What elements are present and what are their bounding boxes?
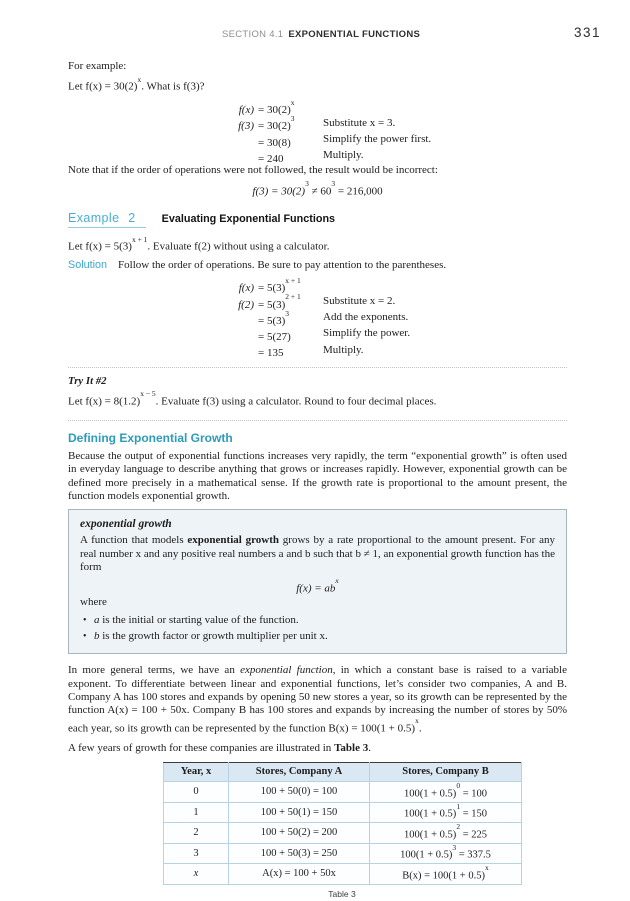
equation-row: = 135 Multiply.	[258, 343, 364, 360]
table-header-row	[164, 763, 522, 782]
equation-row: = 5(27) Simplify the power.	[258, 327, 411, 343]
exponent: 2	[456, 822, 461, 832]
exponent: 1	[456, 801, 461, 811]
table-row	[164, 782, 522, 803]
table-cell-company-b: $100(1 + 0.5)^0 = 100$	[370, 782, 522, 803]
equation-row: = 240 Multiply.	[258, 149, 364, 165]
solution-text: Follow the order of operations. Be sure to pay attention to the parentheses.	[118, 259, 447, 272]
exponent: 3	[452, 842, 457, 852]
column-header-year: Year, x	[164, 763, 229, 782]
column-header-company-b: Stores, Company B	[370, 763, 522, 782]
equation-annotation: Substitute x = 3.	[323, 116, 396, 129]
table-cell-year: x	[164, 864, 229, 885]
example-label: Example 2	[68, 211, 146, 228]
solution-line	[68, 259, 567, 272]
running-header	[222, 29, 420, 40]
table-row	[164, 843, 522, 864]
definition-bullets	[80, 613, 555, 644]
exponent: 3	[285, 308, 290, 318]
bullet-b: • b is the growth factor or growth multiplier per unit x.	[80, 629, 555, 645]
order-of-operations-note: Note that if the order of operations were not followed, the result would be incorrect:	[68, 164, 438, 177]
try-it-text: Let $f(x) = 8(1.2)^{x - 5}$. Evaluate f(3) using a calculator. Round to four decimal places.	[68, 389, 437, 408]
exponent: 2 + 1	[285, 292, 301, 302]
exponent: x + 1	[131, 234, 148, 244]
table-row	[164, 823, 522, 844]
bullet-a: • a is the initial or starting value of the function.	[80, 613, 555, 629]
equation-annotation: Multiply.	[323, 343, 364, 356]
table-row	[164, 864, 522, 885]
try-it-2-section	[68, 367, 567, 421]
section-title: EXPONENTIAL FUNCTIONS	[288, 29, 421, 40]
table-cell-company-a: 100 + 50(2) = 200	[229, 823, 370, 844]
table-cell-company-a: 100 + 50(1) = 150	[229, 802, 370, 823]
page-number: 331	[573, 25, 601, 40]
equation-annotation: Simplify the power first.	[323, 132, 432, 145]
page-content	[68, 60, 567, 901]
column-header-company-a: Stores, Company A	[229, 763, 370, 782]
equation-annotation: Multiply.	[323, 149, 364, 162]
table-3	[163, 762, 522, 885]
general-terms-paragraph: In more general terms, we have an exponential function, in which a constant base is raised to a variable exponent. To differentiate between linear and exponential functions, let’s consider two companies, A and B. Company A has 100 stores and expands by opening 50 new stores a year, so its growth can be represented by the function A(x) = 100 + 50x. Company B has 100 stores and expands by increasing the number of stores by 50% each year, so its growth can be represented by the function $B(x) = 100(1 + 0.5)^x$.	[68, 664, 567, 735]
table-reference: Table 3	[334, 741, 369, 754]
exponent: x − 5	[140, 389, 156, 399]
equation-row: $f(x) = 5(3)^{x + 1}$	[238, 276, 301, 295]
equation-annotation: Substitute x = 2.	[323, 294, 396, 307]
table-cell-company-b: $100(1 + 0.5)^1 = 150$	[370, 802, 522, 823]
table-cell-year: 2	[164, 823, 229, 844]
table-cell-company-b: $100(1 + 0.5)^2 = 225$	[370, 823, 522, 844]
defining-exponential-growth-heading: Defining Exponential Growth	[68, 430, 233, 445]
incorrect-result-equation: $f(3) = 30(2)^3 \ne 60^3 = 216,000$	[252, 179, 383, 198]
table-cell-company-a: A(x) = 100 + 50x	[229, 864, 370, 885]
table-cell-year: 0	[164, 782, 229, 803]
equation-row: $f(x) = 30(2)^x$	[238, 97, 295, 117]
exponent: x + 1	[285, 276, 301, 286]
growth-formula: $f(x) = ab^x$	[296, 576, 339, 595]
equation-block-1	[68, 98, 567, 163]
try-it-label: Try It #2	[68, 374, 107, 387]
table-caption: Table 3	[328, 888, 356, 899]
exponent: x	[335, 576, 339, 586]
exponent: 3	[331, 179, 336, 189]
exponent: x	[484, 863, 489, 873]
equation-row: $f(2) = 5(3)^{2 + 1}$ Substitute x = 2.	[238, 292, 396, 311]
intro-problem-line: Let $f(x) = 30(2)^x$. What is f(3)?	[68, 74, 205, 94]
where-label: where	[80, 596, 107, 609]
table-row	[164, 802, 522, 823]
table-cell-year: 1	[164, 802, 229, 823]
table-cell-company-b: $B(x) = 100(1 + 0.5)^x$	[370, 864, 522, 885]
defining-paragraph: Because the output of exponential functions increases very rapidly, the term “exponential growth” is often used in everyday language to describe anything that grows or increases rapidly. However, exponential growth can be defined more precisely in a mathematical sense. If the growth rate is proportional to the amount present, the function models exponential growth.	[68, 449, 567, 502]
table-intro-line: A few years of growth for these companies are illustrated in Table 3.	[68, 741, 371, 754]
for-example-label: For example:	[68, 60, 127, 72]
equation-row: = $5(3)^3$ Add the exponents.	[258, 308, 409, 327]
equation-block-2	[68, 277, 567, 358]
definition-box-body: A function that models exponential growth grows by a rate proportional to the amount present. For any real number x and any positive real numbers a and b such that b ≠ 1, an exponential growth function has the form	[80, 534, 555, 574]
bold-term: exponential growth	[187, 534, 280, 547]
exponent: 0	[456, 781, 461, 791]
example-2-problem: Let $f(x) = 5(3)^{x + 1}$. Evaluate f(2) without using a calculator.	[68, 234, 330, 253]
exponent: x	[415, 716, 419, 726]
example-2-heading	[68, 210, 567, 227]
table-cell-year: 3	[164, 843, 229, 864]
equation-annotation: Simplify the power.	[323, 327, 411, 340]
exponent: 3	[290, 114, 295, 124]
section-number: SECTION 4.1	[222, 29, 284, 40]
table-cell-company-a: 100 + 50(3) = 250	[229, 843, 370, 864]
exponential-growth-definition-box	[68, 509, 567, 654]
exponent: 3	[305, 179, 309, 189]
equation-row: $f(3) = 30(2)^3$ Substitute x = 3.	[238, 114, 396, 133]
equation-annotation: Add the exponents.	[323, 311, 409, 324]
example-title: Evaluating Exponential Functions	[161, 213, 336, 226]
equation-row: = 30(8) Simplify the power first.	[258, 132, 432, 149]
italic-term: exponential function	[240, 664, 333, 677]
exponent: x	[290, 97, 295, 107]
definition-box-title: exponential growth	[80, 518, 172, 531]
solution-label: Solution	[68, 259, 108, 272]
table-cell-company-b: $100(1 + 0.5)^3 = 337.5$	[370, 843, 522, 864]
exponent: x	[137, 74, 142, 84]
table-cell-company-a: 100 + 50(0) = 100	[229, 782, 370, 803]
